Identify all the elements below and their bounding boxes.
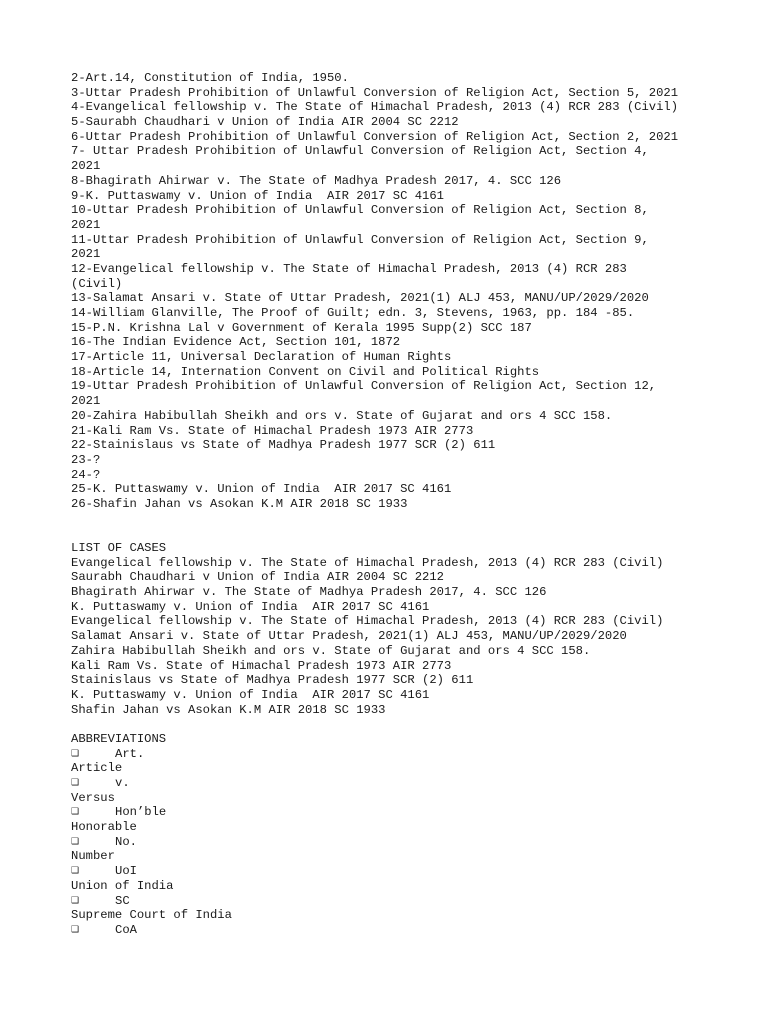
abbreviation-meaning: Honorable [71, 820, 137, 835]
footnote-line: 2021 [71, 217, 101, 232]
checkbox-bullet-icon: ❑ [71, 748, 80, 759]
case-list-item: Kali Ram Vs. State of Himachal Pradesh 1973 AIR 2773 [71, 658, 452, 673]
footnote-line: 13-Salamat Ansari v. State of Uttar Pradesh, 2021(1) ALJ 453, MANU/UP/2029/2020 [71, 291, 649, 306]
abbreviation-meaning: Article [71, 761, 123, 776]
spacer [71, 526, 761, 541]
section-heading: LIST OF CASES [71, 541, 167, 555]
case-list-item: Bhagirath Ahirwar v. The State of Madhya Pradesh 2017, 4. SCC 126 [71, 585, 547, 600]
footnote-line: 2021 [71, 159, 101, 174]
spacer [71, 717, 761, 732]
abbreviation-meaning: Supreme Court of India [71, 908, 232, 923]
section-heading: ABBREVIATIONS [71, 731, 167, 746]
abbreviations-section [71, 732, 761, 938]
footnote-line: 3-Uttar Pradesh Prohibition of Unlawful Conversion of Religion Act, Section 5, 2021 [71, 85, 679, 100]
footnotes-list [71, 71, 761, 512]
footnote-line: (Civil) [71, 276, 123, 291]
case-list-item: K. Puttaswamy v. Union of India AIR 2017 SC 4161 [71, 599, 430, 614]
footnote-line: 24-? [71, 467, 101, 482]
abbreviation-term: CoA [115, 922, 137, 937]
abbreviation-meaning: Number [71, 849, 115, 864]
abbreviation-row [71, 923, 761, 938]
footnote-line: 26-Shafin Jahan vs Asokan K.M AIR 2018 SC 1933 [71, 496, 408, 511]
case-list-item: Evangelical fellowship v. The State of Himachal Pradesh, 2013 (4) RCR 283 (Civil) [71, 555, 664, 570]
case-list-item: Saurabh Chaudhari v Union of India AIR 2004 SC 2212 [71, 570, 444, 585]
footnote-line: 18-Article 14, Internation Convent on Civil and Political Rights [71, 364, 540, 379]
footnote-line: 16-The Indian Evidence Act, Section 101, 1872 [71, 335, 401, 350]
footnote-line: 11-Uttar Pradesh Prohibition of Unlawful Conversion of Religion Act, Section 9, [71, 232, 649, 247]
case-list-item: Stainislaus vs State of Madhya Pradesh 1977 SCR (2) 611 [71, 673, 474, 688]
footnote-line: 8-Bhagirath Ahirwar v. The State of Madhya Pradesh 2017, 4. SCC 126 [71, 173, 562, 188]
footnote-line: 7- Uttar Pradesh Prohibition of Unlawful Conversion of Religion Act, Section 4, [71, 144, 649, 159]
abbreviation-term: No. [115, 834, 137, 849]
footnote-line: 22-Stainislaus vs State of Madhya Pradesh 1977 SCR (2) 611 [71, 438, 496, 453]
footnote-line: 21-Kali Ram Vs. State of Himachal Pradesh 1973 AIR 2773 [71, 423, 474, 438]
footnote-line: 14-William Glanville, The Proof of Guilt; edn. 3, Stevens, 1963, pp. 184 -85. [71, 306, 635, 320]
checkbox-bullet-icon: ❑ [71, 866, 80, 877]
checkbox-bullet-icon: ❑ [71, 924, 80, 935]
spacer [71, 512, 761, 527]
footnote-line: 19-Uttar Pradesh Prohibition of Unlawful Conversion of Religion Act, Section 12, [71, 379, 657, 394]
footnote-line: 2-Art.14, Constitution of India, 1950. [71, 71, 349, 85]
list-of-cases-section [71, 541, 761, 717]
abbreviation-term: Hon’ble [115, 805, 167, 820]
abbreviation-term: v. [115, 776, 130, 790]
footnote-line: 5-Saurabh Chaudhari v Union of India AIR 2004 SC 2212 [71, 115, 459, 130]
footnote-line: 2021 [71, 394, 101, 409]
footnote-line: 10-Uttar Pradesh Prohibition of Unlawful Conversion of Religion Act, Section 8, [71, 203, 649, 218]
checkbox-bullet-icon: ❑ [71, 836, 80, 847]
abbreviation-row [71, 776, 761, 791]
abbreviation-row [71, 864, 761, 879]
checkbox-bullet-icon: ❑ [71, 807, 80, 818]
footnote-line: 20-Zahira Habibullah Sheikh and ors v. State of Gujarat and ors 4 SCC 158. [71, 408, 613, 423]
abbreviation-term: SC [115, 893, 130, 908]
checkbox-bullet-icon: ❑ [71, 778, 80, 788]
abbreviation-row [71, 835, 761, 850]
case-list-item: Shafin Jahan vs Asokan K.M AIR 2018 SC 1933 [71, 702, 386, 717]
case-list-item: Evangelical fellowship v. The State of Himachal Pradesh, 2013 (4) RCR 283 (Civil) [71, 614, 664, 629]
document-page [71, 71, 761, 938]
abbreviation-row [71, 894, 761, 909]
footnote-line: 23-? [71, 452, 101, 467]
footnote-line: 15-P.N. Krishna Lal v Government of Kerala 1995 Supp(2) SCC 187 [71, 320, 532, 335]
footnote-line: 12-Evangelical fellowship v. The State of Himachal Pradesh, 2013 (4) RCR 283 [71, 261, 627, 276]
footnote-line: 2021 [71, 247, 101, 262]
footnote-line: 6-Uttar Pradesh Prohibition of Unlawful Conversion of Religion Act, Section 2, 2021 [71, 129, 679, 144]
case-list-item: K. Puttaswamy v. Union of India AIR 2017 SC 4161 [71, 687, 430, 702]
footnote-line: 9-K. Puttaswamy v. Union of India AIR 2017 SC 4161 [71, 188, 444, 203]
checkbox-bullet-icon: ❑ [71, 895, 80, 906]
footnote-line: 17-Article 11, Universal Declaration of Human Rights [71, 350, 452, 365]
abbreviation-meaning: Union of India [71, 878, 174, 893]
abbreviation-row [71, 805, 761, 820]
footnote-line: 4-Evangelical fellowship v. The State of Himachal Pradesh, 2013 (4) RCR 283 (Civil) [71, 100, 679, 115]
abbreviation-term: Art. [115, 746, 145, 761]
footnote-line: 25-K. Puttaswamy v. Union of India AIR 2017 SC 4161 [71, 482, 452, 497]
case-list-item: Zahira Habibullah Sheikh and ors v. State of Gujarat and ors 4 SCC 158. [71, 643, 591, 658]
case-list-item: Salamat Ansari v. State of Uttar Pradesh, 2021(1) ALJ 453, MANU/UP/2029/2020 [71, 629, 627, 644]
abbreviation-meaning: Versus [71, 790, 115, 805]
abbreviation-row [71, 747, 761, 762]
abbreviation-term: UoI [115, 864, 137, 879]
